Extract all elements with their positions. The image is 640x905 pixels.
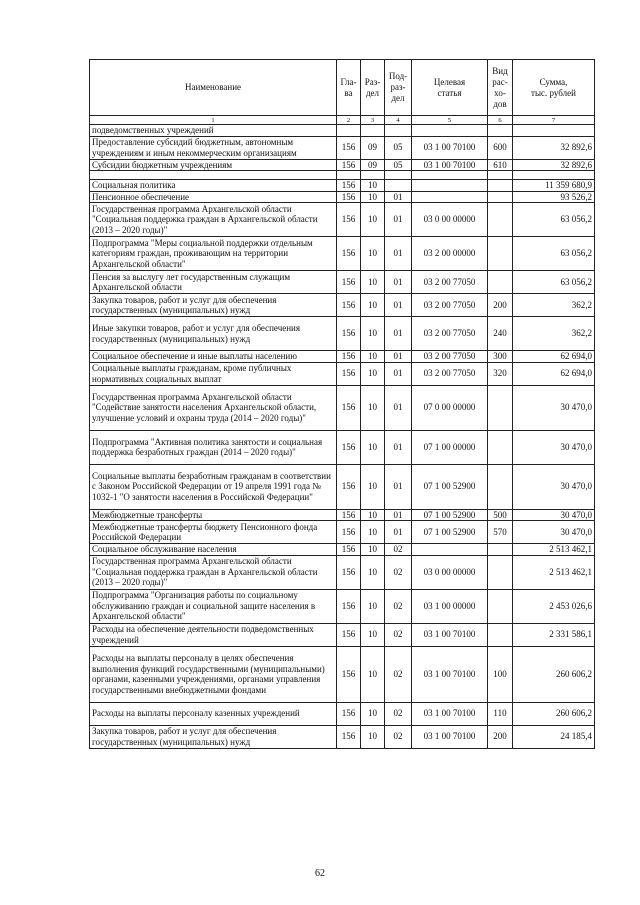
table-cell-target	[412, 544, 488, 556]
table-cell-name: Социальное обеспечение и иные выплаты населению	[90, 351, 337, 363]
table-cell-name: Расходы на обеспечение деятельности подведомственных учреждений	[90, 623, 337, 646]
table-cell-expense-type: 610	[488, 159, 513, 171]
table-cell-section: 09	[361, 159, 385, 171]
table-row	[90, 430, 595, 464]
table-cell-chapter: 156	[337, 430, 361, 464]
column-number-row	[90, 116, 595, 125]
table-cell-name: Иные закупки товаров, работ и услуг для обеспечения государственных (муниципальных) нужд	[90, 317, 337, 351]
table-cell-subsection: 02	[385, 702, 412, 725]
table-cell-sum: 362,2	[513, 317, 595, 351]
table-cell-chapter: 156	[337, 646, 361, 702]
table-cell-sum: 24 185,4	[513, 725, 595, 748]
column-header-target: Целевая статья	[412, 60, 488, 116]
table-cell-name: Субсидии бюджетным учреждениям	[90, 159, 337, 171]
table-cell-name: Государственная программа Архангельской области "Социальная поддержка граждан в Архангельской области (2013 – 2020 годы)"	[90, 555, 337, 589]
table-cell-target: 03 1 00 70100	[412, 159, 488, 171]
budget-table	[89, 59, 595, 749]
table-cell-sum	[513, 171, 595, 180]
table-cell-section: 10	[361, 430, 385, 464]
table-cell-name: Пенсионное обеспечение	[90, 191, 337, 203]
table-row	[90, 702, 595, 725]
table-cell-section: 10	[361, 702, 385, 725]
table-row	[90, 589, 595, 623]
table-cell-section: 09	[361, 136, 385, 159]
table-cell-chapter: 156	[337, 521, 361, 544]
table-row	[90, 725, 595, 748]
table-cell-target	[412, 125, 488, 137]
table-row	[90, 159, 595, 171]
table-cell-sum: 63 056,2	[513, 237, 595, 271]
table-row	[90, 237, 595, 271]
table-cell-sum: 2 513 462,1	[513, 555, 595, 589]
table-cell-chapter: 156	[337, 555, 361, 589]
table-cell-sum: 30 470,0	[513, 385, 595, 430]
table-row	[90, 362, 595, 385]
table-cell-chapter: 156	[337, 294, 361, 317]
column-header-section: Раз- дел	[361, 60, 385, 116]
table-cell-chapter: 156	[337, 544, 361, 556]
table-cell-section: 10	[361, 203, 385, 237]
table-cell-sum: 11 359 680,9	[513, 180, 595, 192]
table-cell-subsection: 01	[385, 430, 412, 464]
table-cell-expense-type	[488, 125, 513, 137]
table-cell-expense-type	[488, 237, 513, 271]
table-cell-expense-type	[488, 203, 513, 237]
table-cell-subsection: 01	[385, 509, 412, 521]
table-cell-section: 10	[361, 317, 385, 351]
table-cell-target: 07 1 00 00000	[412, 430, 488, 464]
table-cell-target	[412, 180, 488, 192]
table-cell-sum: 62 694,0	[513, 362, 595, 385]
table-cell-name: Подпрограмма "Организация работы по социальному обслуживанию граждан и социальной защите населения в Архангельской области"	[90, 589, 337, 623]
table-cell-sum: 63 056,2	[513, 271, 595, 294]
table-cell-sum: 32 892,6	[513, 159, 595, 171]
table-row	[90, 294, 595, 317]
table-cell-chapter: 156	[337, 136, 361, 159]
table-cell-subsection: 02	[385, 589, 412, 623]
table-cell-section: 10	[361, 544, 385, 556]
table-cell-section: 10	[361, 725, 385, 748]
column-number: 1	[90, 116, 337, 125]
column-number: 4	[385, 116, 412, 125]
table-cell-target: 03 0 00 00000	[412, 203, 488, 237]
table-cell-section: 10	[361, 623, 385, 646]
table-cell-expense-type	[488, 464, 513, 509]
table-spacer-row	[90, 171, 595, 180]
table-cell-name: Расходы на выплаты персоналу в целях обеспечения выполнения функций государственными (муниципальными) органами, казенными учреждениями, органами управления государственными внебюджетными фондами	[90, 646, 337, 702]
table-cell-name: Социальные выплаты гражданам, кроме публичных нормативных социальных выплат	[90, 362, 337, 385]
table-row	[90, 125, 595, 137]
table-cell-target: 03 2 00 77050	[412, 317, 488, 351]
table-cell-target: 03 2 00 77050	[412, 362, 488, 385]
table-cell-subsection: 02	[385, 623, 412, 646]
table-cell-expense-type: 100	[488, 646, 513, 702]
column-header-name: Наименование	[90, 60, 337, 116]
table-row	[90, 271, 595, 294]
table-cell-sum: 62 694,0	[513, 351, 595, 363]
table-cell-section: 10	[361, 362, 385, 385]
table-cell-name: подведомственных учреждений	[90, 125, 337, 137]
table-cell-target	[412, 171, 488, 180]
table-cell-sum: 93 526,2	[513, 191, 595, 203]
table-cell-expense-type	[488, 555, 513, 589]
table-cell-name: Закупка товаров, работ и услуг для обеспечения государственных (муниципальных) нужд	[90, 294, 337, 317]
table-cell-chapter: 156	[337, 623, 361, 646]
table-cell-chapter: 156	[337, 237, 361, 271]
table-cell-section: 10	[361, 646, 385, 702]
table-cell-expense-type	[488, 180, 513, 192]
table-row	[90, 351, 595, 363]
table-row	[90, 317, 595, 351]
table-cell-chapter: 156	[337, 702, 361, 725]
table-cell-expense-type	[488, 191, 513, 203]
column-header-expense-type: Вид рас- хо- дов	[488, 60, 513, 116]
column-number: 5	[412, 116, 488, 125]
table-cell-target: 03 2 00 77050	[412, 294, 488, 317]
table-cell-subsection: 01	[385, 521, 412, 544]
table-cell-target: 07 1 00 52900	[412, 521, 488, 544]
table-cell-chapter: 156	[337, 271, 361, 294]
table-cell-sum: 362,2	[513, 294, 595, 317]
table-cell-sum: 2 453 026,6	[513, 589, 595, 623]
table-cell-name: Межбюджетные трансферты	[90, 509, 337, 521]
table-cell-sum: 30 470,0	[513, 464, 595, 509]
table-cell-expense-type: 570	[488, 521, 513, 544]
table-cell-expense-type	[488, 171, 513, 180]
table-cell-section	[361, 171, 385, 180]
table-cell-sum	[513, 125, 595, 137]
table-cell-name: Социальное обслуживание населения	[90, 544, 337, 556]
table-cell-section	[361, 125, 385, 137]
table-cell-target: 03 1 00 00000	[412, 589, 488, 623]
table-cell-chapter: 156	[337, 317, 361, 351]
table-cell-chapter: 156	[337, 464, 361, 509]
table-cell-subsection: 01	[385, 203, 412, 237]
table-cell-name: Подпрограмма "Активная политика занятости и социальная поддержка безработных граждан (2014 – 2020 годы)"	[90, 430, 337, 464]
table-cell-section: 10	[361, 271, 385, 294]
table-cell-subsection: 01	[385, 237, 412, 271]
table-cell-chapter: 156	[337, 725, 361, 748]
table-cell-subsection: 01	[385, 362, 412, 385]
table-row	[90, 623, 595, 646]
table-cell-section: 10	[361, 555, 385, 589]
column-number: 6	[488, 116, 513, 125]
table-row	[90, 136, 595, 159]
table-cell-target: 03 1 00 70100	[412, 623, 488, 646]
table-cell-subsection: 05	[385, 159, 412, 171]
table-cell-target: 03 1 00 70100	[412, 725, 488, 748]
table-cell-chapter	[337, 171, 361, 180]
table-cell-sum: 2 513 462,1	[513, 544, 595, 556]
table-cell-name: Закупка товаров, работ и услуг для обеспечения государственных (муниципальных) нужд	[90, 725, 337, 748]
table-cell-subsection	[385, 171, 412, 180]
table-cell-expense-type	[488, 271, 513, 294]
table-cell-subsection: 01	[385, 294, 412, 317]
table-cell-subsection	[385, 125, 412, 137]
table-cell-name: Социальная политика	[90, 180, 337, 192]
table-cell-target: 03 1 00 70100	[412, 136, 488, 159]
table-cell-section: 10	[361, 509, 385, 521]
table-cell-subsection: 01	[385, 351, 412, 363]
table-cell-subsection: 05	[385, 136, 412, 159]
page-number: 62	[315, 868, 325, 879]
table-cell-section: 10	[361, 180, 385, 192]
table-row	[90, 203, 595, 237]
column-header-chapter: Гла- ва	[337, 60, 361, 116]
column-header-subsection: Под- раз- дел	[385, 60, 412, 116]
table-cell-sum: 30 470,0	[513, 521, 595, 544]
table-cell-expense-type: 300	[488, 351, 513, 363]
table-cell-expense-type	[488, 623, 513, 646]
table-cell-section: 10	[361, 237, 385, 271]
table-row	[90, 555, 595, 589]
table-cell-target: 03 1 00 70100	[412, 646, 488, 702]
table-cell-sum: 2 331 586,1	[513, 623, 595, 646]
table-cell-sum: 260 606,2	[513, 646, 595, 702]
table-cell-name: Межбюджетные трансферты бюджету Пенсионного фонда Российской Федерации	[90, 521, 337, 544]
table-row	[90, 464, 595, 509]
table-cell-sum: 30 470,0	[513, 509, 595, 521]
table-cell-subsection: 01	[385, 271, 412, 294]
table-cell-section: 10	[361, 521, 385, 544]
table-cell-sum: 63 056,2	[513, 203, 595, 237]
table-row	[90, 646, 595, 702]
table-cell-expense-type: 240	[488, 317, 513, 351]
table-cell-chapter	[337, 125, 361, 137]
table-cell-section: 10	[361, 191, 385, 203]
table-cell-name: Подпрограмма "Меры социальной поддержки отдельным категориям граждан, проживающим на территории Архангельской области"	[90, 237, 337, 271]
table-cell-target: 03 2 00 77050	[412, 271, 488, 294]
table-cell-section: 10	[361, 385, 385, 430]
table-cell-sum: 30 470,0	[513, 430, 595, 464]
table-cell-subsection: 01	[385, 191, 412, 203]
table-cell-chapter: 156	[337, 351, 361, 363]
table-cell-name: Пенсия за выслугу лет государственным служащим Архангельской области	[90, 271, 337, 294]
table-cell-target	[412, 191, 488, 203]
table-cell-subsection: 02	[385, 725, 412, 748]
table-cell-section: 10	[361, 589, 385, 623]
table-cell-subsection: 01	[385, 464, 412, 509]
table-cell-expense-type	[488, 589, 513, 623]
table-cell-expense-type	[488, 544, 513, 556]
table-cell-chapter: 156	[337, 385, 361, 430]
table-cell-chapter: 156	[337, 191, 361, 203]
table-cell-subsection: 02	[385, 555, 412, 589]
table-body	[90, 125, 595, 749]
column-number: 7	[513, 116, 595, 125]
table-cell-target: 03 2 00 77050	[412, 351, 488, 363]
table-cell-target: 07 1 00 52900	[412, 464, 488, 509]
table-row	[90, 385, 595, 430]
table-cell-subsection: 02	[385, 646, 412, 702]
table-cell-subsection: 01	[385, 385, 412, 430]
table-row	[90, 521, 595, 544]
table-row	[90, 191, 595, 203]
table-cell-name	[90, 171, 337, 180]
header-row	[90, 60, 595, 116]
table-cell-expense-type	[488, 385, 513, 430]
table-cell-expense-type: 600	[488, 136, 513, 159]
table-cell-sum: 32 892,6	[513, 136, 595, 159]
table-cell-name: Предоставление субсидий бюджетным, автономным учреждениям и иным некоммерческим организациям	[90, 136, 337, 159]
table-cell-chapter: 156	[337, 509, 361, 521]
table-cell-target: 03 1 00 70100	[412, 702, 488, 725]
table-cell-expense-type: 200	[488, 725, 513, 748]
table-cell-target: 07 1 00 52900	[412, 509, 488, 521]
table-cell-subsection: 02	[385, 544, 412, 556]
table-cell-expense-type	[488, 430, 513, 464]
table-cell-chapter: 156	[337, 203, 361, 237]
table-row	[90, 509, 595, 521]
column-number: 2	[337, 116, 361, 125]
table-cell-name: Социальные выплаты безработным гражданам в соответствии с Законом Российской Федерации от 19 апреля 1991 года № 1032-1 "О занятости населения в Российской Федерации"	[90, 464, 337, 509]
table-cell-expense-type: 110	[488, 702, 513, 725]
table-cell-section: 10	[361, 294, 385, 317]
table-cell-target: 03 0 00 00000	[412, 555, 488, 589]
table-cell-section: 10	[361, 464, 385, 509]
table-cell-expense-type: 500	[488, 509, 513, 521]
table-cell-name: Государственная программа Архангельской области "Социальная поддержка граждан в Архангельской области (2013 – 2020 годы)"	[90, 203, 337, 237]
table-cell-expense-type: 200	[488, 294, 513, 317]
column-number: 3	[361, 116, 385, 125]
table-cell-chapter: 156	[337, 159, 361, 171]
table-cell-subsection: 01	[385, 317, 412, 351]
table-cell-expense-type: 320	[488, 362, 513, 385]
table-row	[90, 544, 595, 556]
table-cell-chapter: 156	[337, 180, 361, 192]
table-cell-chapter: 156	[337, 589, 361, 623]
table-cell-section: 10	[361, 351, 385, 363]
table-cell-target: 03 2 00 00000	[412, 237, 488, 271]
table-cell-target: 07 0 00 00000	[412, 385, 488, 430]
table-cell-sum: 260 606,2	[513, 702, 595, 725]
table-row	[90, 180, 595, 192]
column-header-sum: Сумма, тыс. рублей	[513, 60, 595, 116]
table-cell-name: Государственная программа Архангельской области "Содействие занятости населения Архангельской области, улучшение условий и охраны труда (2014 – 2020 годы)"	[90, 385, 337, 430]
table-cell-name: Расходы на выплаты персоналу казенных учреждений	[90, 702, 337, 725]
table-cell-subsection	[385, 180, 412, 192]
table-cell-chapter: 156	[337, 362, 361, 385]
